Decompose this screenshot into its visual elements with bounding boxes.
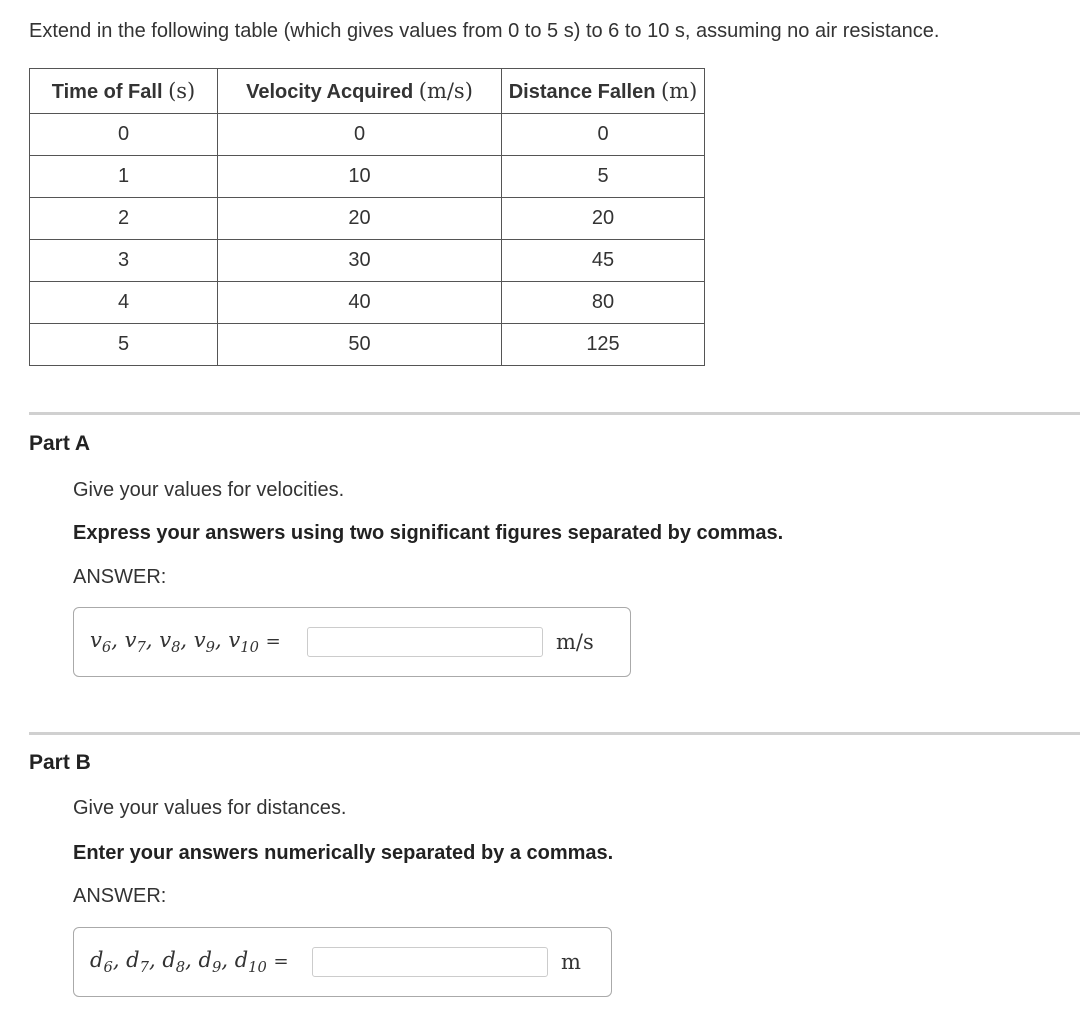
var-symbol: v xyxy=(159,627,172,652)
part-a-variables: $v_6$, $v_7$, $v_8$, $v_9$, $v_{10}$ = xyxy=(90,627,281,657)
header-velocity xyxy=(218,69,502,114)
var-sub: 6 xyxy=(103,959,113,977)
header-velocity-unit: (m/s) xyxy=(418,78,473,103)
cell-time: 4 xyxy=(30,282,218,324)
table-row xyxy=(30,156,705,198)
cell-distance: 125 xyxy=(502,324,705,366)
part-b-title: Part B xyxy=(29,751,91,774)
equals-sign: = xyxy=(265,630,281,652)
part-a-prompt: Give your values for velocities. xyxy=(73,479,345,501)
var-symbol: d xyxy=(198,947,212,972)
header-velocity-label: Velocity Acquired xyxy=(246,80,414,103)
header-distance-unit: (m) xyxy=(660,78,698,103)
cell-distance: 0 xyxy=(502,114,705,156)
cell-time: 0 xyxy=(30,114,218,156)
part-a-answer-label: ANSWER: xyxy=(73,566,167,588)
part-b-divider xyxy=(29,732,1080,735)
part-b-instruction: Enter your answers numerically separated by a commas. xyxy=(73,842,614,864)
cell-velocity: 20 xyxy=(218,198,502,240)
header-distance-label: Distance Fallen xyxy=(508,80,656,103)
equals-sign: = xyxy=(273,950,289,972)
var-symbol: v xyxy=(193,627,206,652)
var-sub: 8 xyxy=(171,639,181,657)
var-sub: 10 xyxy=(240,639,259,657)
cell-velocity: 40 xyxy=(218,282,502,324)
cell-distance: 45 xyxy=(502,240,705,282)
var-sub: 8 xyxy=(175,959,186,977)
var-symbol: v xyxy=(228,627,241,652)
part-a-answer-box xyxy=(73,607,631,677)
header-distance xyxy=(502,69,705,114)
distance-answer-input[interactable] xyxy=(312,947,548,977)
header-time-unit: (s) xyxy=(168,78,196,103)
header-time-label: Time of Fall xyxy=(51,80,163,103)
cell-velocity: 50 xyxy=(218,324,502,366)
var-symbol: d xyxy=(234,947,249,972)
cell-velocity: 0 xyxy=(218,114,502,156)
var-sub: 7 xyxy=(136,639,146,657)
part-b-answer-box xyxy=(73,927,612,997)
var-sub: 9 xyxy=(211,959,222,977)
var-symbol: v xyxy=(124,627,137,652)
fall-table xyxy=(29,68,705,366)
cell-time: 5 xyxy=(30,324,218,366)
part-a-title: Part A xyxy=(29,432,91,455)
table-row xyxy=(30,282,705,324)
table-row xyxy=(30,240,705,282)
header-time xyxy=(30,69,218,114)
part-b-prompt: Give your values for distances. xyxy=(73,797,347,819)
var-sub: 7 xyxy=(139,959,149,977)
var-sub: 6 xyxy=(101,639,112,657)
table-header-row xyxy=(30,69,705,114)
part-b-variables: $d_6$, $d_7$, $d_8$, $d_9$, $d_{10}$ = xyxy=(90,947,289,977)
cell-time: 2 xyxy=(30,198,218,240)
var-sub: 10 xyxy=(248,959,267,977)
var-symbol: d xyxy=(126,947,140,972)
part-b-unit: m xyxy=(561,950,581,974)
part-b-answer-label: ANSWER: xyxy=(73,885,167,907)
part-a-instruction: Express your answers using two significant figures separated by commas. xyxy=(73,522,784,544)
cell-time: 1 xyxy=(30,156,218,198)
cell-distance: 20 xyxy=(502,198,705,240)
var-symbol: v xyxy=(90,627,102,652)
intro-text: Extend in the following table (which gives values from 0 to 5 s) to 6 to 10 s, assuming no air resistance. xyxy=(29,20,940,42)
part-a-unit: m/s xyxy=(556,630,594,654)
table-row xyxy=(30,198,705,240)
var-sub: 9 xyxy=(205,639,216,657)
var-symbol: d xyxy=(162,947,176,972)
cell-distance: 80 xyxy=(502,282,705,324)
cell-time: 3 xyxy=(30,240,218,282)
velocity-answer-input[interactable] xyxy=(307,627,543,657)
cell-velocity: 10 xyxy=(218,156,502,198)
cell-distance: 5 xyxy=(502,156,705,198)
table-row xyxy=(30,114,705,156)
var-symbol: d xyxy=(90,947,104,972)
table-row xyxy=(30,324,705,366)
part-a-divider xyxy=(29,412,1080,415)
cell-velocity: 30 xyxy=(218,240,502,282)
